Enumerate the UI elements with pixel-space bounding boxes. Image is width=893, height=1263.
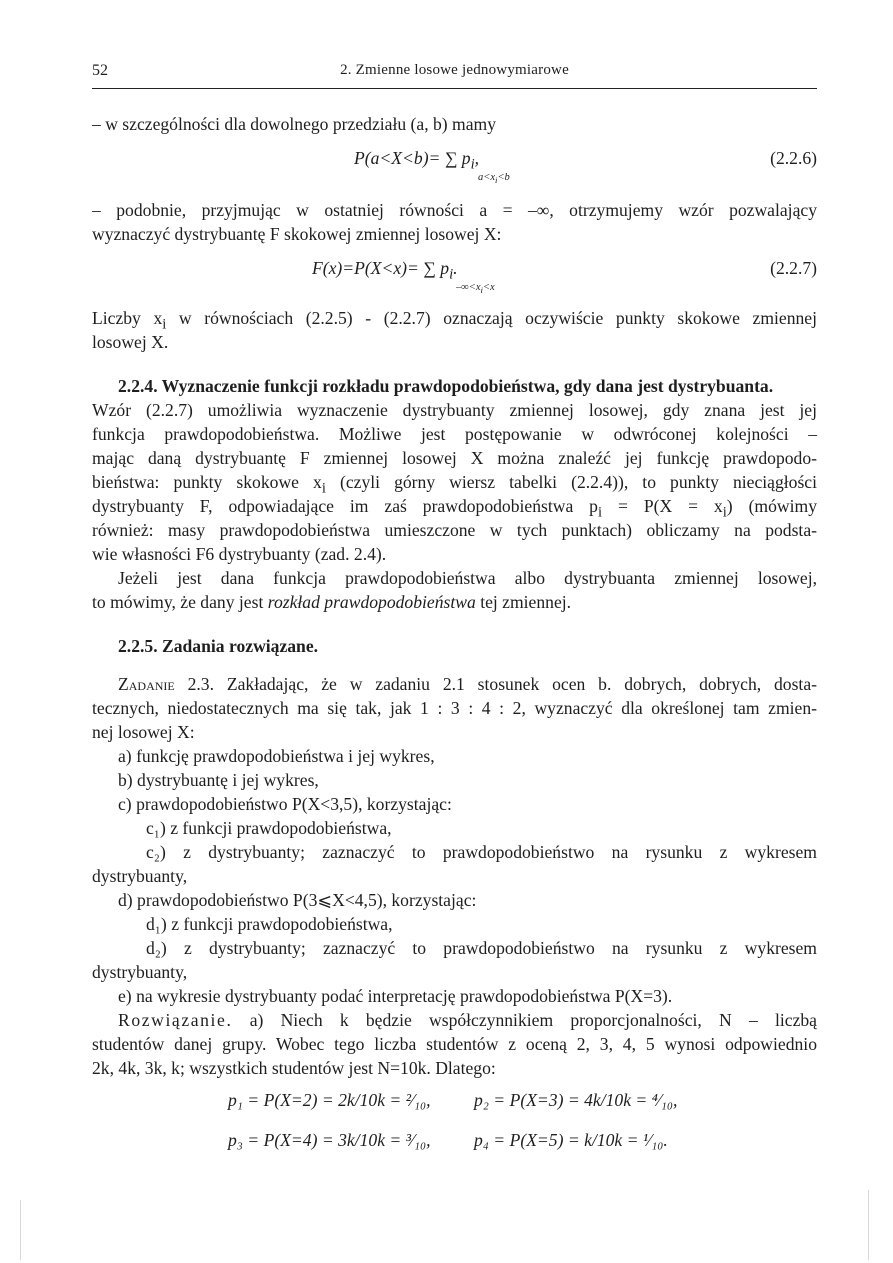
- text-line: 2k, 4k, 3k, k; wszystkich studentów jest N=10k. Dlatego:: [92, 1058, 496, 1078]
- list-item: d) prawdopodobieństwo P(3⩽X<4,5), korzystając:: [118, 890, 477, 910]
- text-line: bieństwa: punkty skokowe $x_i$ (czyli górny wiersz tabelki (2.2.4)), to punkty nieciągłości: [92, 472, 818, 497]
- text-line: nej losowej X:: [92, 722, 195, 742]
- list-item: a) funkcję prawdopodobieństwa i jej wykres,: [118, 746, 435, 766]
- list-item: b) dystrybuantę i jej wykres,: [118, 770, 319, 790]
- section-heading-2-2-5: 2.2.5. Zadania rozwiązane.: [118, 636, 319, 656]
- running-title: 2. Zmienne losowe jednowymiarowe: [340, 62, 569, 78]
- list-item: c) prawdopodobieństwo P(X<3,5), korzystając:: [118, 794, 452, 814]
- text-line: Zadanie 2.3. Zakładając, że w zadaniu 2.1 stosunek ocen b. dobrych, dobrych, dosta-: [118, 674, 817, 694]
- text-line: Liczby $x_i$ w równościach (2.2.5) - (2.2.7) oznaczają oczywiście punkty skokowe zmiennej: [92, 308, 818, 333]
- text-line: funkcja prawdopodobieństwa. Możliwe jest postępowanie w odwróconej kolejności –: [92, 424, 817, 444]
- section-heading-2-2-4: 2.2.4. Wyznaczenie funkcji rozkładu prawdopodobieństwa, gdy dana jest dystrybuanta.: [118, 376, 774, 396]
- text-line: wie własności F6 dystrybuanty (zad. 2.4).: [92, 544, 387, 564]
- formula-2-2-7: F(x)=P(X<x)= ∑ $p_i$.: [312, 258, 458, 283]
- text-line: – w szczególności dla dowolnego przedziału (a, b) mamy: [92, 114, 497, 134]
- list-item: d₂) z dystrybuanty; zaznaczyć to prawdopodobieństwo na rysunku z wykresem: [146, 938, 817, 958]
- text-line: dystrybuanty F, odpowiadające im zaś prawdopodobieństwa $p_i = P(X = x_i)$ (mówimy: [92, 496, 817, 521]
- scan-edge-mark: [20, 1200, 21, 1260]
- text-line: mając daną dystrybuantę F zmiennej losowej X można znaleźć jej funkcję prawdopodo-: [92, 448, 817, 468]
- list-item: c₂) z dystrybuanty; zaznaczyć to prawdopodobieństwo na rysunku z wykresem: [146, 842, 817, 862]
- header-rule: [92, 88, 817, 89]
- equation-number: (2.2.6): [770, 148, 817, 168]
- text-line: to mówimy, że dany jest rozkład prawdopodobieństwa tej zmiennej.: [92, 592, 572, 612]
- formula-2-2-6: P(a<X<b)= ∑ $p_i$,: [354, 148, 480, 173]
- sum-subscript: $-\infty<x_i<x$: [456, 282, 495, 296]
- formula-p3: p₃ = P(X=4) = 3k/10k = ³⁄₁₀,: [228, 1130, 431, 1150]
- text-line: studentów danej grupy. Wobec tego liczba studentów z oceną 2, 3, 4, 5 wynosi odpowiednio: [92, 1034, 817, 1054]
- formula-p4: p₄ = P(X=5) = k/10k = ¹⁄₁₀.: [474, 1130, 668, 1150]
- list-item: d₁) z funkcji prawdopodobieństwa,: [146, 914, 393, 934]
- page-number: 52: [92, 62, 108, 79]
- text-line: Jeżeli jest dana funkcja prawdopodobieństwa albo dystrybuanta zmiennej losowej,: [118, 568, 817, 588]
- text-line: dystrybuanty,: [92, 866, 188, 886]
- list-item: c₁) z funkcji prawdopodobieństwa,: [146, 818, 392, 838]
- text-line: dystrybuanty,: [92, 962, 188, 982]
- text-line: – podobnie, przyjmując w ostatniej równości a = –∞, otrzymujemy wzór pozwalający: [92, 200, 817, 220]
- text-line: również: masy prawdopodobieństwa umieszczone w tych punktach) obliczamy na podsta-: [92, 520, 817, 540]
- text-line: Rozwiązanie. a) Niech k będzie współczynnikiem proporcjonalności, N – liczbą: [118, 1010, 817, 1030]
- formula-p1: p₁ = P(X=2) = 2k/10k = ²⁄₁₀,: [228, 1090, 431, 1110]
- text-line: tecznych, niedostatecznych ma się tak, jak 1 : 3 : 4 : 2, wyznaczyć dla określonej tam zmien-: [92, 698, 817, 718]
- scan-edge-mark: [868, 1190, 869, 1260]
- sum-subscript: $a<x_i<b$: [478, 172, 510, 186]
- text-line: losowej X.: [92, 332, 169, 352]
- list-item: e) na wykresie dystrybuanty podać interpretację prawdopodobieństwa P(X=3).: [118, 986, 673, 1006]
- text-line: Wzór (2.2.7) umożliwia wyznaczenie dystrybuanty zmiennej losowej, gdy znana jest jej: [92, 400, 817, 420]
- page-header: [92, 62, 817, 88]
- formula-p2: p₂ = P(X=3) = 4k/10k = ⁴⁄₁₀,: [474, 1090, 678, 1110]
- equation-number: (2.2.7): [770, 258, 817, 278]
- text-line: wyznaczyć dystrybuantę F skokowej zmiennej losowej X:: [92, 224, 502, 244]
